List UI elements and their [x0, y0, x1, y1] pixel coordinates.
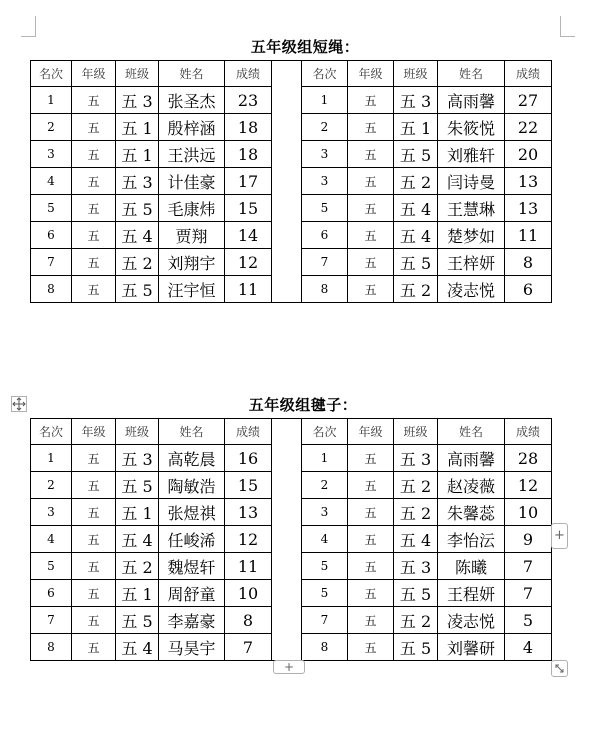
table-cell[interactable]: 11	[225, 553, 272, 580]
table-cell[interactable]: 五	[72, 249, 116, 276]
column-header: 班级	[116, 419, 159, 445]
page-corner-mark-right	[560, 16, 575, 37]
table-cell[interactable]: 五	[348, 634, 394, 661]
table-cell[interactable]	[272, 499, 302, 526]
table-cell[interactable]	[272, 472, 302, 499]
table-cell[interactable]: 五 4	[394, 526, 438, 553]
table-cell[interactable]: 五	[72, 195, 116, 222]
table-cell[interactable]: 汪宇恒	[159, 276, 225, 303]
table-cell[interactable]: 15	[225, 195, 272, 222]
table-cell[interactable]: 刘雅轩	[438, 141, 505, 168]
table-cell[interactable]: 11	[225, 276, 272, 303]
table-cell[interactable]: 五	[348, 195, 394, 222]
table-cell[interactable]: 五 4	[394, 222, 438, 249]
column-header	[272, 419, 302, 445]
shuttlecock-title: 五年级组毽子：	[248, 396, 358, 414]
table-cell[interactable]: 五	[348, 87, 394, 114]
table-cell[interactable]: 5	[31, 195, 72, 222]
table-cell[interactable]: 4	[302, 526, 348, 553]
table-cell[interactable]: 6	[505, 276, 552, 303]
table-cell[interactable]: 9	[505, 526, 552, 553]
table-cell[interactable]: 五	[72, 168, 116, 195]
table-cell[interactable]: 5	[302, 580, 348, 607]
table-cell[interactable]: 李嘉豪	[159, 607, 225, 634]
table-cell[interactable]: 凌志悦	[438, 276, 505, 303]
table-cell[interactable]: 刘翔宇	[159, 249, 225, 276]
column-header: 班级	[394, 419, 438, 445]
column-header: 姓名	[438, 61, 505, 87]
column-header: 姓名	[438, 419, 505, 445]
table-cell[interactable]: 五 2	[394, 607, 438, 634]
table-cell[interactable]: 五	[72, 499, 116, 526]
table-cell[interactable]: 李怡沄	[438, 526, 505, 553]
table-cell[interactable]: 五 5	[394, 249, 438, 276]
table-cell[interactable]: 3	[31, 499, 72, 526]
table-cell[interactable]: 五	[348, 607, 394, 634]
table-cell[interactable]	[272, 634, 302, 661]
table-cell[interactable]: 8	[31, 276, 72, 303]
table-cell[interactable]: 12	[505, 472, 552, 499]
table-cell[interactable]	[272, 526, 302, 553]
table-cell[interactable]: 五 2	[394, 168, 438, 195]
table-cell[interactable]: 2	[31, 114, 72, 141]
table-cell[interactable]: 刘馨研	[438, 634, 505, 661]
table-cell[interactable]: 7	[505, 580, 552, 607]
table-row	[31, 580, 552, 607]
table-cell[interactable]: 7	[225, 634, 272, 661]
table-cell[interactable]: 8	[302, 276, 348, 303]
table-cell[interactable]: 五	[348, 445, 394, 472]
table-row	[31, 499, 552, 526]
column-header: 班级	[116, 61, 159, 87]
table-cell[interactable]: 魏煜轩	[159, 553, 225, 580]
jump-rope-title: 五年级组短绳：	[250, 38, 360, 56]
table-cell[interactable]	[272, 195, 302, 222]
table-cell[interactable]: 五	[348, 499, 394, 526]
table-row	[31, 141, 552, 168]
table-cell[interactable]: 五 3	[394, 553, 438, 580]
table-cell[interactable]: 五 5	[116, 195, 159, 222]
table-row	[31, 168, 552, 195]
table-cell[interactable]: 五	[72, 87, 116, 114]
table-cell[interactable]: 五 5	[394, 580, 438, 607]
table-cell[interactable]: 27	[505, 87, 552, 114]
table-cell[interactable]: 周舒童	[159, 580, 225, 607]
table-cell[interactable]: 4	[31, 526, 72, 553]
table-cell[interactable]: 五	[72, 472, 116, 499]
table-cell[interactable]: 1	[31, 445, 72, 472]
column-header: 成绩	[505, 419, 552, 445]
column-header: 姓名	[159, 419, 225, 445]
table-cell[interactable]: 陶敏浩	[159, 472, 225, 499]
table-cell[interactable]	[272, 222, 302, 249]
table-cell[interactable]	[272, 168, 302, 195]
table-cell[interactable]: 17	[225, 168, 272, 195]
column-header: 年级	[348, 419, 394, 445]
table-cell[interactable]: 5	[505, 607, 552, 634]
add-column-button[interactable]: +	[551, 523, 568, 549]
table-cell[interactable]	[272, 276, 302, 303]
table-row	[31, 607, 552, 634]
table-cell[interactable]: 毛康炜	[159, 195, 225, 222]
move-arrows-icon	[12, 397, 26, 411]
column-header	[272, 61, 302, 87]
table-cell[interactable]: 18	[225, 114, 272, 141]
table-cell[interactable]: 王慧琳	[438, 195, 505, 222]
table-cell[interactable]: 2	[302, 472, 348, 499]
table-cell[interactable]: 五	[348, 114, 394, 141]
table-cell[interactable]: 13	[505, 195, 552, 222]
table-cell[interactable]: 5	[302, 553, 348, 580]
table-cell[interactable]	[272, 553, 302, 580]
table-row	[31, 249, 552, 276]
table-cell[interactable]: 8	[302, 634, 348, 661]
table-cell[interactable]: 五	[72, 222, 116, 249]
table-cell[interactable]: 陈曦	[438, 553, 505, 580]
table-cell[interactable]: 5	[302, 195, 348, 222]
table-cell[interactable]: 五	[348, 580, 394, 607]
table-cell[interactable]: 五	[72, 445, 116, 472]
table-cell[interactable]: 五 2	[394, 499, 438, 526]
table-cell[interactable]: 闫诗曼	[438, 168, 505, 195]
table-cell[interactable]	[272, 607, 302, 634]
column-header: 班级	[394, 61, 438, 87]
table-cell[interactable]: 五 1	[116, 580, 159, 607]
table-cell[interactable]: 8	[505, 249, 552, 276]
column-header: 名次	[302, 61, 348, 87]
table-cell[interactable]: 23	[225, 87, 272, 114]
table-cell[interactable]: 五 3	[394, 87, 438, 114]
table-cell[interactable]	[272, 141, 302, 168]
table-cell[interactable]: 五	[348, 472, 394, 499]
table-cell[interactable]: 6	[302, 222, 348, 249]
table-cell[interactable]: 五	[72, 607, 116, 634]
column-header: 成绩	[505, 61, 552, 87]
column-header: 成绩	[225, 419, 272, 445]
table-cell[interactable]: 五	[348, 553, 394, 580]
table-cell[interactable]: 马昊宇	[159, 634, 225, 661]
table-cell[interactable]: 五	[72, 114, 116, 141]
table-cell[interactable]: 贾翔	[159, 222, 225, 249]
table-cell[interactable]: 五 5	[394, 141, 438, 168]
table-cell[interactable]: 7	[302, 607, 348, 634]
table-cell[interactable]: 22	[505, 114, 552, 141]
table-row	[31, 87, 552, 114]
table-cell[interactable]: 6	[31, 580, 72, 607]
table-cell[interactable]	[272, 249, 302, 276]
table-cell[interactable]: 王洪远	[159, 141, 225, 168]
table-cell[interactable]: 8	[31, 634, 72, 661]
table-row	[31, 195, 552, 222]
table-cell[interactable]: 1	[31, 87, 72, 114]
table-cell[interactable]: 凌志悦	[438, 607, 505, 634]
table-cell[interactable]: 12	[225, 249, 272, 276]
table-cell[interactable]: 15	[225, 472, 272, 499]
table-cell[interactable]: 7	[505, 553, 552, 580]
table-cell[interactable]: 五	[72, 634, 116, 661]
table-cell[interactable]: 五 3	[116, 168, 159, 195]
table-cell[interactable]: 1	[302, 87, 348, 114]
table-cell[interactable]: 3	[302, 499, 348, 526]
table-header-row	[31, 61, 552, 87]
table-cell[interactable]: 18	[225, 141, 272, 168]
table-cell[interactable]: 五 1	[116, 499, 159, 526]
table-cell[interactable]: 高雨馨	[438, 87, 505, 114]
table-cell[interactable]: 4	[31, 168, 72, 195]
table-row	[31, 276, 552, 303]
table-cell[interactable]: 五	[72, 141, 116, 168]
table-cell[interactable]: 计佳豪	[159, 168, 225, 195]
jump-rope-results-table	[30, 60, 552, 303]
table-cell[interactable]: 五 4	[116, 526, 159, 553]
table-cell[interactable]: 五 2	[116, 553, 159, 580]
table-cell[interactable]: 3	[302, 141, 348, 168]
table-cell[interactable]: 五 1	[394, 114, 438, 141]
table-row	[31, 553, 552, 580]
table-cell[interactable]: 8	[225, 607, 272, 634]
table-cell[interactable]: 14	[225, 222, 272, 249]
table-cell[interactable]: 五 5	[116, 472, 159, 499]
table-cell[interactable]: 五 4	[394, 195, 438, 222]
table-cell[interactable]	[272, 114, 302, 141]
table-cell[interactable]: 五 5	[394, 634, 438, 661]
table-cell[interactable]: 王程妍	[438, 580, 505, 607]
table-cell[interactable]	[272, 445, 302, 472]
table-row	[31, 634, 552, 661]
table-row	[31, 526, 552, 553]
table-cell[interactable]: 高雨馨	[438, 445, 505, 472]
table-cell[interactable]	[272, 87, 302, 114]
column-header: 名次	[302, 419, 348, 445]
table-cell[interactable]: 2	[31, 472, 72, 499]
table-cell[interactable]: 赵凌薇	[438, 472, 505, 499]
table-cell[interactable]: 五	[348, 141, 394, 168]
table-cell[interactable]: 20	[505, 141, 552, 168]
table-cell[interactable]: 朱馨蕊	[438, 499, 505, 526]
table-cell[interactable]: 12	[225, 526, 272, 553]
table-cell[interactable]: 五	[348, 526, 394, 553]
table-cell[interactable]: 五 4	[116, 634, 159, 661]
column-header: 姓名	[159, 61, 225, 87]
resize-diagonal-icon	[552, 661, 567, 676]
table-cell[interactable]: 五	[348, 222, 394, 249]
column-header: 年级	[348, 61, 394, 87]
table-cell[interactable]: 张煜祺	[159, 499, 225, 526]
table-row	[31, 222, 552, 249]
table-cell[interactable]: 五 4	[116, 222, 159, 249]
table-header-row	[31, 419, 552, 445]
table-cell[interactable]: 五 2	[394, 472, 438, 499]
table-cell[interactable]: 五 1	[116, 141, 159, 168]
table-cell[interactable]: 五	[72, 526, 116, 553]
table-cell[interactable]: 高乾晨	[159, 445, 225, 472]
table-cell[interactable]: 28	[505, 445, 552, 472]
column-header: 年级	[72, 419, 116, 445]
column-header: 名次	[31, 419, 72, 445]
table-cell[interactable]: 13	[505, 168, 552, 195]
table-cell[interactable]: 张圣杰	[159, 87, 225, 114]
table-cell[interactable]: 1	[302, 445, 348, 472]
table-cell[interactable]: 7	[302, 249, 348, 276]
table-cell[interactable]: 五 3	[116, 445, 159, 472]
table-cell[interactable]: 五 2	[116, 249, 159, 276]
table-cell[interactable]: 殷梓涵	[159, 114, 225, 141]
table-cell[interactable]	[272, 580, 302, 607]
table-cell[interactable]: 5	[31, 553, 72, 580]
table-cell[interactable]: 6	[31, 222, 72, 249]
table-cell[interactable]: 16	[225, 445, 272, 472]
table-cell[interactable]: 五 2	[394, 276, 438, 303]
table-cell[interactable]: 3	[31, 141, 72, 168]
table-cell[interactable]: 3	[302, 168, 348, 195]
page-corner-mark-left	[21, 16, 36, 37]
table-cell[interactable]: 4	[505, 634, 552, 661]
table-cell[interactable]: 五	[348, 276, 394, 303]
table-cell[interactable]: 五 5	[116, 607, 159, 634]
column-header: 年级	[72, 61, 116, 87]
table-cell[interactable]: 7	[31, 249, 72, 276]
column-header: 名次	[31, 61, 72, 87]
table-cell[interactable]: 五	[348, 249, 394, 276]
table-cell[interactable]: 五 3	[394, 445, 438, 472]
table-cell[interactable]: 五	[72, 580, 116, 607]
column-header: 成绩	[225, 61, 272, 87]
table-resize-handle[interactable]	[551, 660, 568, 677]
table-cell[interactable]: 五 1	[116, 114, 159, 141]
table-cell[interactable]: 五	[72, 553, 116, 580]
table-cell[interactable]: 五 5	[116, 276, 159, 303]
table-cell[interactable]: 五	[72, 276, 116, 303]
table-cell[interactable]: 王梓妍	[438, 249, 505, 276]
table-row	[31, 445, 552, 472]
table-cell[interactable]: 10	[225, 580, 272, 607]
table-cell[interactable]: 朱筱悦	[438, 114, 505, 141]
add-row-button[interactable]: +	[273, 660, 305, 674]
table-cell[interactable]: 楚梦如	[438, 222, 505, 249]
table-cell[interactable]: 11	[505, 222, 552, 249]
table-cell[interactable]: 10	[505, 499, 552, 526]
table-cell[interactable]: 任峻浠	[159, 526, 225, 553]
table-cell[interactable]: 13	[225, 499, 272, 526]
shuttlecock-results-table	[30, 418, 552, 661]
table-cell[interactable]: 2	[302, 114, 348, 141]
table-row	[31, 472, 552, 499]
table-cell[interactable]: 五	[348, 168, 394, 195]
table-move-handle[interactable]	[11, 396, 27, 412]
table-cell[interactable]: 7	[31, 607, 72, 634]
table-row	[31, 114, 552, 141]
table-cell[interactable]: 五 3	[116, 87, 159, 114]
